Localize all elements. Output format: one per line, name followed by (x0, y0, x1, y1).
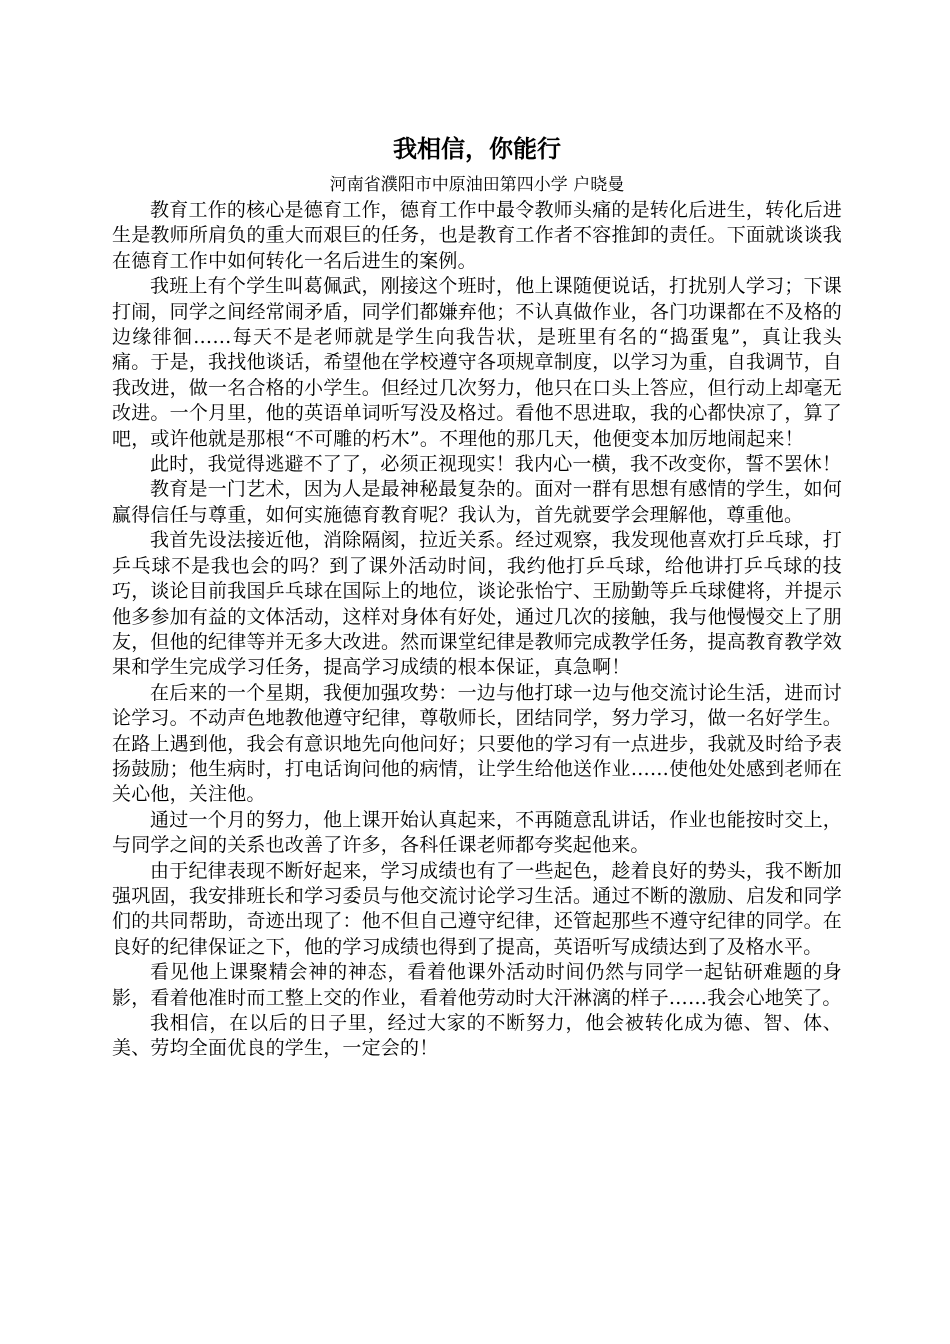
paragraph-2: 我班上有个学生叫葛佩武，刚接这个班时，他上课随便说话，打扰别人学习；下课打闹，同学之间经常闹矛盾，同学们都嫌弃他；不认真做作业，各门功课都在不及格的边缘徘徊……每天不是老师就是学生向我告状，是班里有名的“捣蛋鬼”，真让我头痛。于是，我找他谈话，希望他在学校遵守各项规章制度，以学习为重，自我调节，自我改进，做一名合格的小学生。但经过几次努力，他只在口头上答应，但行动上却毫无改进。一个月里，他的英语单词听写没及格过。看他不思进取，我的心都快凉了，算了吧，或许他就是那根“不可雕的朽木”。不理他的那几天，他便变本加厉地闹起来！ (112, 275, 842, 450)
document-title: 我相信，你能行 (393, 134, 561, 163)
paragraph-8: 由于纪律表现不断好起来，学习成绩也有了一些起色，趁着良好的势头，我不断加强巩固，我安排班长和学习委员与他交流讨论学习生活。通过不断的激励、启发和同学们的共同帮助，奇迹出现了：他不但自己遵守纪律，还管起那些不遵守纪律的同学。在良好的纪律保证之下，他的学习成绩也得到了提高，英语听写成绩达到了及格水平。 (112, 859, 842, 958)
paragraph-4: 教育是一门艺术，因为人是最神秘最复杂的。面对一群有思想有感情的学生，如何赢得信任与尊重，如何实施德育教育呢？我认为，首先就要学会理解他，尊重他。 (112, 478, 842, 526)
paragraph-5: 我首先设法接近他，消除隔阂，拉近关系。经过观察，我发现他喜欢打乒乓球，打乒乓球不是我也会的吗？到了课外活动时间，我约他打乒乓球，给他讲打乒乓球的技巧，谈论目前我国乒乓球在国际上的地位，谈论张怡宁、王励勤等乒乓球健将，并提示他多参加有益的文体活动，这样对身体有好处，通过几次的接触，我与他慢慢交上了朋友，但他的纪律等并无多大改进。然而课堂纪律是教师完成教学任务，提高教育教学效果和学生完成学习任务，提高学习成绩的根本保证，真急啊！ (112, 529, 842, 679)
document-page (112, 128, 842, 1062)
paragraph-6: 在后来的一个星期，我便加强攻势：一边与他打球一边与他交流讨论生活，进而讨论学习。不动声色地教他遵守纪律，尊敬师长，团结同学，努力学习，做一名好学生。在路上遇到他，我会有意识地先向他问好；只要他的学习有一点进步，我就及时给予表扬鼓励；他生病时，打电话询问他的病情，让学生给他送作业……使他处处感到老师在关心他，关注他。 (112, 681, 842, 806)
paragraph-1: 教育工作的核心是德育工作，德育工作中最令教师头痛的是转化后进生，转化后进生是教师所肩负的重大而艰巨的任务，也是教育工作者不容推卸的责任。下面就谈谈我在德育工作中如何转化一名后进生的案例。 (112, 199, 842, 272)
author-line: 河南省濮阳市中原油田第四小学 户晓曼 (329, 175, 625, 195)
paragraph-3: 此时，我觉得逃避不了了，必须正视现实！我内心一横，我不改变你，誓不罢休！ (150, 453, 842, 476)
paragraph-10: 我相信，在以后的日子里，经过大家的不断努力，他会被转化成为德、智、体、美、劳均全面优良的学生，一定会的！ (112, 1012, 842, 1060)
paragraph-9: 看见他上课聚精会神的神态，看着他课外活动时间仍然与同学一起钻研难题的身影，看着他准时而工整上交的作业，看着他劳动时大汗淋漓的样子……我会心地笑了。 (112, 961, 842, 1009)
paragraph-7: 通过一个月的努力，他上课开始认真起来，不再随意乱讲话，作业也能按时交上，与同学之间的关系也改善了许多，各科任课老师都夸奖起他来。 (112, 808, 842, 857)
